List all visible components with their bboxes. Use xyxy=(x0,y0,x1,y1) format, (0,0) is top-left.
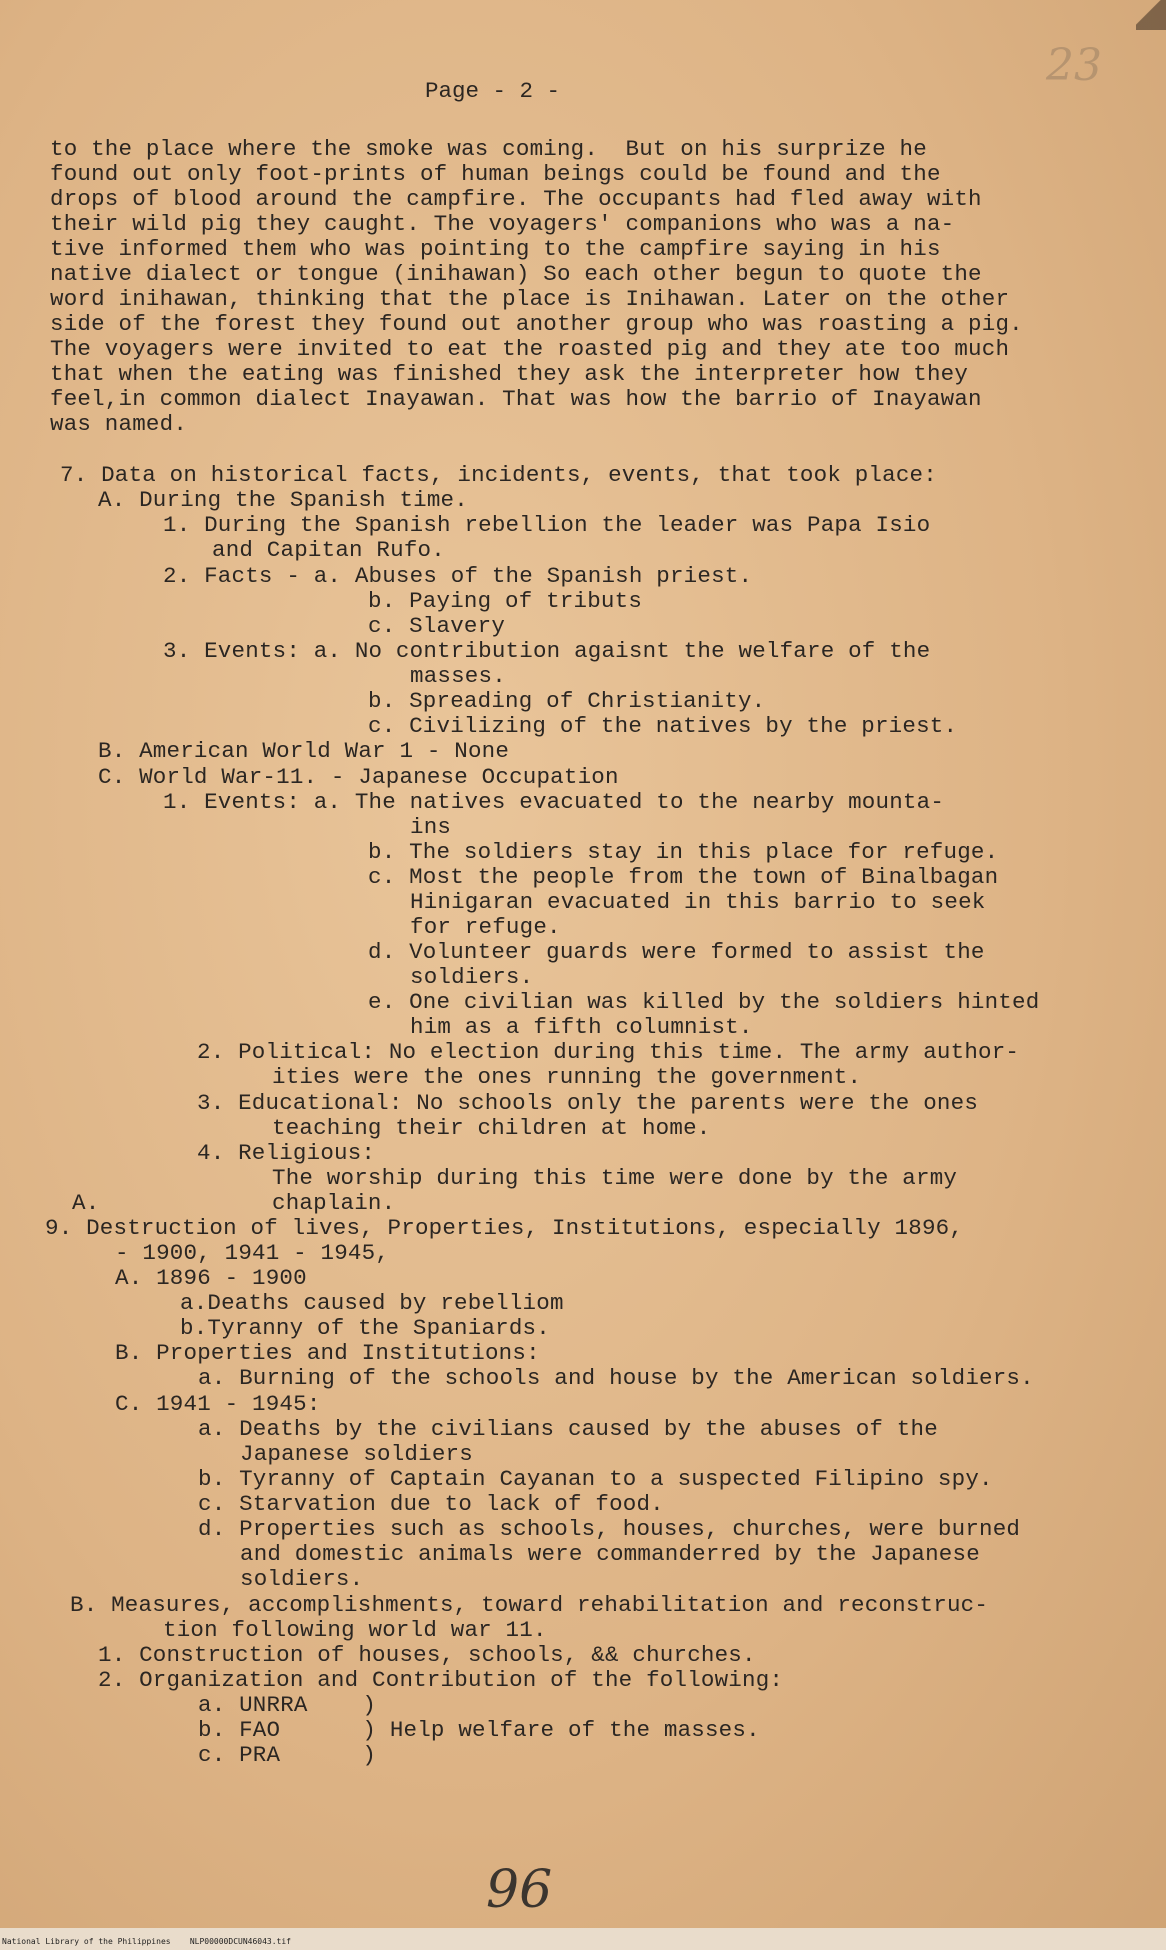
subsection-heading: B. American World War 1 - None xyxy=(98,738,510,764)
list-item: b.Tyranny of the Spaniards. xyxy=(180,1315,550,1341)
list-item: 4. Religious: xyxy=(197,1140,376,1166)
text-line: The voyagers were invited to eat the roasted pig and they ate too much xyxy=(50,336,1010,362)
list-item: d. Properties such as schools, houses, churches, were burned xyxy=(198,1516,1021,1542)
list-item: masses. xyxy=(410,663,506,689)
list-item: Japanese soldiers xyxy=(240,1441,473,1467)
text-line: their wild pig they caught. The voyagers' companions who was a na- xyxy=(50,211,955,237)
list-item: ities were the ones running the government. xyxy=(272,1064,862,1090)
page-title: Page - 2 - xyxy=(425,78,561,104)
list-item: 2. Organization and Contribution of the following: xyxy=(98,1667,784,1693)
section-heading: 9. Destruction of lives, Properties, Institutions, especially 1896, xyxy=(45,1215,964,1241)
list-item: soldiers. xyxy=(410,964,534,990)
corner-page-number: 23 xyxy=(1046,40,1102,91)
list-item: e. One civilian was killed by the soldiers hinted xyxy=(368,989,1040,1015)
text-line: word inihawan, thinking that the place is Inihawan. Later on the other xyxy=(50,286,1010,312)
list-item: Hinigaran evacuated in this barrio to seek xyxy=(410,889,986,915)
list-item: for refuge. xyxy=(410,914,561,940)
list-item: The worship during this time were done by the army xyxy=(272,1165,958,1191)
section-heading-cont: - 1900, 1941 - 1945, xyxy=(115,1240,390,1266)
list-item: 1. Construction of houses, schools, && churches. xyxy=(98,1642,756,1668)
list-item: c. Starvation due to lack of food. xyxy=(198,1491,664,1517)
subsection-heading: C. World War-11. - Japanese Occupation xyxy=(98,764,619,790)
list-item: a. UNRRA ) xyxy=(198,1692,377,1718)
list-item: c. Most the people from the town of Binalbagan xyxy=(368,864,999,890)
section-heading: 7. Data on historical facts, incidents, events, that took place: xyxy=(60,462,937,488)
list-marker: A. xyxy=(72,1190,100,1216)
list-item: 1. Events: a. The natives evacuated to the nearby mounta- xyxy=(163,789,945,815)
list-item: teaching their children at home. xyxy=(272,1115,711,1141)
archive-footer: National Library of the Philippines NLP00000DCUN46043.tif xyxy=(2,1937,291,1946)
list-item: ins xyxy=(410,814,452,840)
list-item: and domestic animals were commanderred by the Japanese xyxy=(240,1541,980,1567)
list-item: soldiers. xyxy=(240,1566,364,1592)
list-item: 2. Facts - a. Abuses of the Spanish priest. xyxy=(163,563,753,589)
list-item: chaplain. xyxy=(272,1190,396,1216)
text-line: side of the forest they found out another group who was roasting a pig. xyxy=(50,311,1023,337)
subsection-heading: A. 1896 - 1900 xyxy=(115,1265,307,1291)
subsection-heading-cont: tion following world war 11. xyxy=(163,1617,547,1643)
subsection-heading: B. Properties and Institutions: xyxy=(115,1340,540,1366)
subsection-heading: A. During the Spanish time. xyxy=(98,487,468,513)
list-item: him as a fifth columnist. xyxy=(410,1014,753,1040)
list-item: c. Slavery xyxy=(368,613,506,639)
text-line: drops of blood around the campfire. The occupants had fled away with xyxy=(50,186,982,212)
list-item: 3. Events: a. No contribution agaisnt the welfare of the xyxy=(163,638,931,664)
text-line: tive informed them who was pointing to the campfire saying in his xyxy=(50,236,941,262)
text-line: to the place where the smoke was coming. But on his surprize he xyxy=(50,136,927,162)
text-line: feel,in common dialect Inayawan. That was how the barrio of Inayawan xyxy=(50,386,982,412)
text-line: found out only foot-prints of human beings could be found and the xyxy=(50,161,941,187)
list-item: b. Paying of tributs xyxy=(368,588,643,614)
list-item: c. PRA ) xyxy=(198,1742,377,1768)
list-item: a. Deaths by the civilians caused by the abuses of the xyxy=(198,1416,938,1442)
list-item: 1. During the Spanish rebellion the leader was Papa Isio xyxy=(163,512,931,538)
handwritten-page-number: 96 xyxy=(486,1860,553,1920)
list-item: c. Civilizing of the natives by the priest. xyxy=(368,713,958,739)
subsection-heading: B. Measures, accomplishments, toward rehabilitation and reconstruc- xyxy=(70,1592,989,1618)
list-item: b. Tyranny of Captain Cayanan to a suspected Filipino spy. xyxy=(198,1466,993,1492)
list-item: 2. Political: No election during this time. The army author- xyxy=(197,1039,1020,1065)
text-line: was named. xyxy=(50,411,188,437)
list-item: b. FAO ) Help welfare of the masses. xyxy=(198,1717,760,1743)
list-item: b. The soldiers stay in this place for refuge. xyxy=(368,839,999,865)
list-item: b. Spreading of Christianity. xyxy=(368,688,766,714)
text-line: that when the eating was finished they ask the interpreter how they xyxy=(50,361,969,387)
list-item: 3. Educational: No schools only the parents were the ones xyxy=(197,1090,979,1116)
list-item: and Capitan Rufo. xyxy=(212,537,445,563)
list-item: d. Volunteer guards were formed to assist the xyxy=(368,939,985,965)
list-item: a.Deaths caused by rebelliom xyxy=(180,1290,564,1316)
subsection-heading: C. 1941 - 1945: xyxy=(115,1391,321,1417)
scan-corner-shadow xyxy=(1136,0,1166,30)
list-item: a. Burning of the schools and house by the American soldiers. xyxy=(198,1365,1034,1391)
text-line: native dialect or tongue (inihawan) So each other begun to quote the xyxy=(50,261,982,287)
